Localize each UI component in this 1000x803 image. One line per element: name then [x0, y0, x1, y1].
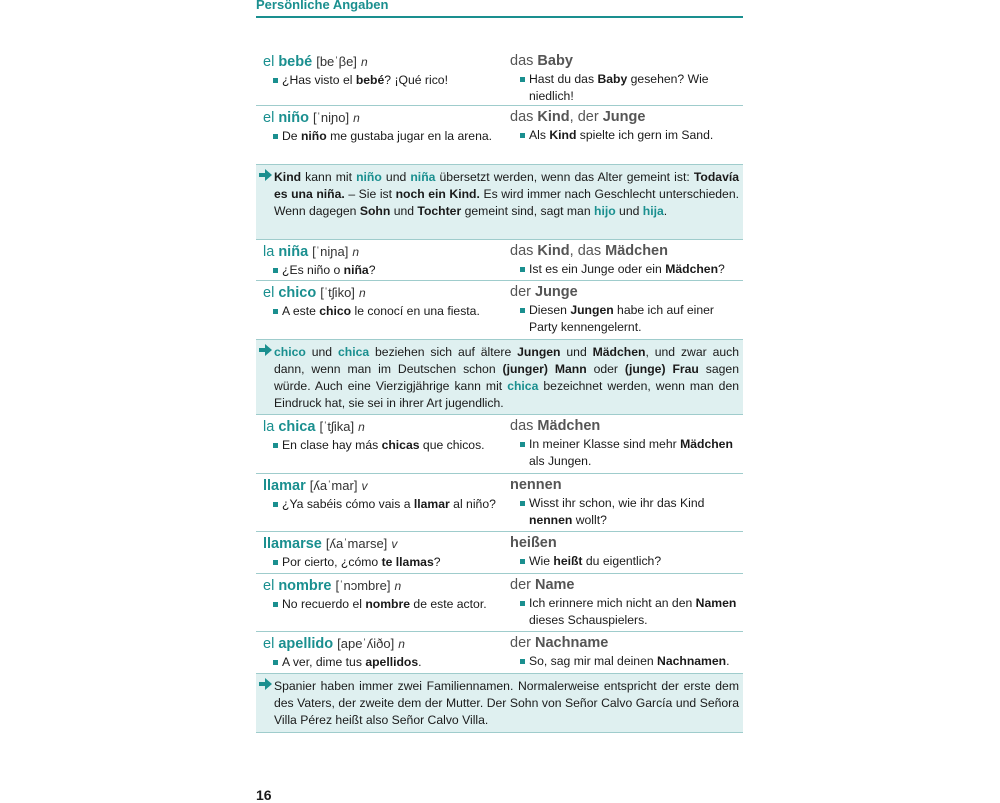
- spanish-headword: la niña [ˈniɲa] n: [263, 244, 360, 260]
- spanish-example: ¿Has visto el bebé? ¡Qué rico!: [263, 72, 503, 89]
- german-headword: das Baby: [510, 53, 573, 69]
- section-header: [256, 0, 743, 18]
- usage-note: Spanier haben immer zwei Familiennamen. Normalerweise entspricht der erste dem des Vaters, der zweite dem der Mutter. Der Sohn von Señor Calvo García und Señora Villa Pérez heißt also Señor Calvo Villa.: [256, 674, 743, 733]
- german-column: [510, 108, 742, 144]
- spanish-headword: el apellido [apeˈʎiðo] n: [263, 636, 405, 652]
- bullet-icon: [273, 443, 278, 448]
- spanish-headword: el nombre [ˈnɔmbre] n: [263, 578, 402, 594]
- arrow-right-icon: [259, 169, 272, 181]
- bullet-icon: [273, 660, 278, 665]
- vocab-entry-bebe: [256, 50, 743, 106]
- german-example: In meiner Klasse sind mehr Mädchen als Jungen.: [510, 436, 742, 470]
- bullet-icon: [273, 309, 278, 314]
- page-number: 16: [256, 787, 272, 803]
- spanish-column: [263, 634, 503, 671]
- german-column: [510, 634, 742, 670]
- vocab-entry-apellido: [256, 632, 743, 674]
- german-column: [510, 242, 742, 278]
- spanish-headword: el chico [ˈtʃiko] n: [263, 285, 366, 301]
- vocab-entry-nino: [256, 106, 743, 165]
- german-headword: nennen: [510, 477, 562, 493]
- spanish-example: A ver, dime tus apellidos.: [263, 654, 503, 671]
- bullet-icon: [520, 267, 525, 272]
- spanish-headword: el niño [ˈniɲo] n: [263, 110, 360, 126]
- arrow-right-icon: [259, 678, 272, 690]
- german-column: [510, 534, 742, 570]
- spanish-example: De niño me gustaba jugar en la arena.: [263, 128, 503, 145]
- german-example: Ist es ein Junge oder ein Mädchen?: [510, 261, 742, 278]
- german-example: Hast du das Baby gesehen? Wie niedlich!: [510, 71, 742, 105]
- spanish-column: [263, 476, 503, 513]
- bullet-icon: [520, 659, 525, 664]
- german-example: Wie heißt du eigentlich?: [510, 553, 742, 570]
- spanish-column: [263, 417, 503, 454]
- spanish-headword: llamar [ʎaˈmar] v: [263, 478, 368, 494]
- german-headword: das Kind, das Mädchen: [510, 243, 668, 259]
- dictionary-page: [256, 0, 743, 733]
- bullet-icon: [273, 560, 278, 565]
- usage-note: Kind kann mit niño und niña übersetzt werden, wenn das Alter gemeint ist: Todavía es una niña. – Sie ist noch ein Kind. Es wird immer nach Geschlecht unterschieden. Wenn dagegen Sohn und Tochter gemeint sind, sagt man hijo und hija.: [256, 165, 743, 240]
- spanish-column: [263, 534, 503, 571]
- section-title: Persönliche Angaben: [256, 0, 389, 12]
- german-headword: heißen: [510, 535, 557, 551]
- spanish-column: [263, 108, 503, 145]
- bullet-icon: [520, 559, 525, 564]
- bullet-icon: [273, 268, 278, 273]
- bullet-icon: [520, 501, 525, 506]
- vocab-entry-nombre: [256, 574, 743, 632]
- vocab-entry-chico: [256, 281, 743, 340]
- german-headword: der Nachname: [510, 635, 609, 651]
- spanish-example: En clase hay más chicas que chicos.: [263, 437, 503, 454]
- entry-list: [256, 50, 743, 733]
- german-example: Wisst ihr schon, wie ihr das Kind nennen wollt?: [510, 495, 742, 529]
- usage-note: chico und chica beziehen sich auf ältere Jungen und Mädchen, und zwar auch dann, wenn man im Deutschen schon (junger) Mann oder (junge) Frau sagen würde. Auch eine Vierzigjährige kann mit chica bezeichnet werden, wenn man den Eindruck hat, sie sei in ihrer Art jugendlich.: [256, 340, 743, 415]
- german-headword: der Name: [510, 577, 575, 593]
- bullet-icon: [273, 134, 278, 139]
- spanish-example: ¿Ya sabéis cómo vais a llamar al niño?: [263, 496, 503, 513]
- spanish-column: [263, 242, 503, 279]
- vocab-entry-chica: [256, 415, 743, 474]
- german-example: Ich erinnere mich nicht an den Namen dieses Schauspielers.: [510, 595, 742, 629]
- bullet-icon: [273, 502, 278, 507]
- vocab-entry-nina: [256, 240, 743, 281]
- bullet-icon: [520, 308, 525, 313]
- spanish-column: [263, 576, 503, 613]
- spanish-example: ¿Es niño o niña?: [263, 262, 503, 279]
- german-headword: das Mädchen: [510, 418, 601, 434]
- bullet-icon: [273, 602, 278, 607]
- arrow-right-icon: [259, 344, 272, 356]
- bullet-icon: [273, 78, 278, 83]
- german-headword: das Kind, der Junge: [510, 109, 646, 125]
- german-example: Als Kind spielte ich gern im Sand.: [510, 127, 742, 144]
- spanish-example: Por cierto, ¿cómo te llamas?: [263, 554, 503, 571]
- vocab-entry-llamar: [256, 474, 743, 532]
- spanish-example: No recuerdo el nombre de este actor.: [263, 596, 503, 613]
- spanish-column: [263, 283, 503, 320]
- bullet-icon: [520, 601, 525, 606]
- german-headword: der Junge: [510, 284, 578, 300]
- german-example: So, sag mir mal deinen Nachnamen.: [510, 653, 742, 670]
- spanish-column: [263, 52, 503, 89]
- german-column: [510, 576, 742, 629]
- german-column: [510, 283, 742, 336]
- german-column: [510, 417, 742, 470]
- spanish-headword: llamarse [ʎaˈmarse] v: [263, 536, 398, 552]
- bullet-icon: [520, 77, 525, 82]
- bullet-icon: [520, 133, 525, 138]
- spanish-headword: el bebé [beˈβe] n: [263, 54, 368, 70]
- german-column: [510, 52, 742, 105]
- german-example: Diesen Jungen habe ich auf einer Party kennengelernt.: [510, 302, 742, 336]
- german-column: [510, 476, 742, 529]
- bullet-icon: [520, 442, 525, 447]
- spanish-headword: la chica [ˈtʃika] n: [263, 419, 365, 435]
- spanish-example: A este chico le conocí en una fiesta.: [263, 303, 503, 320]
- vocab-entry-llamarse: [256, 532, 743, 574]
